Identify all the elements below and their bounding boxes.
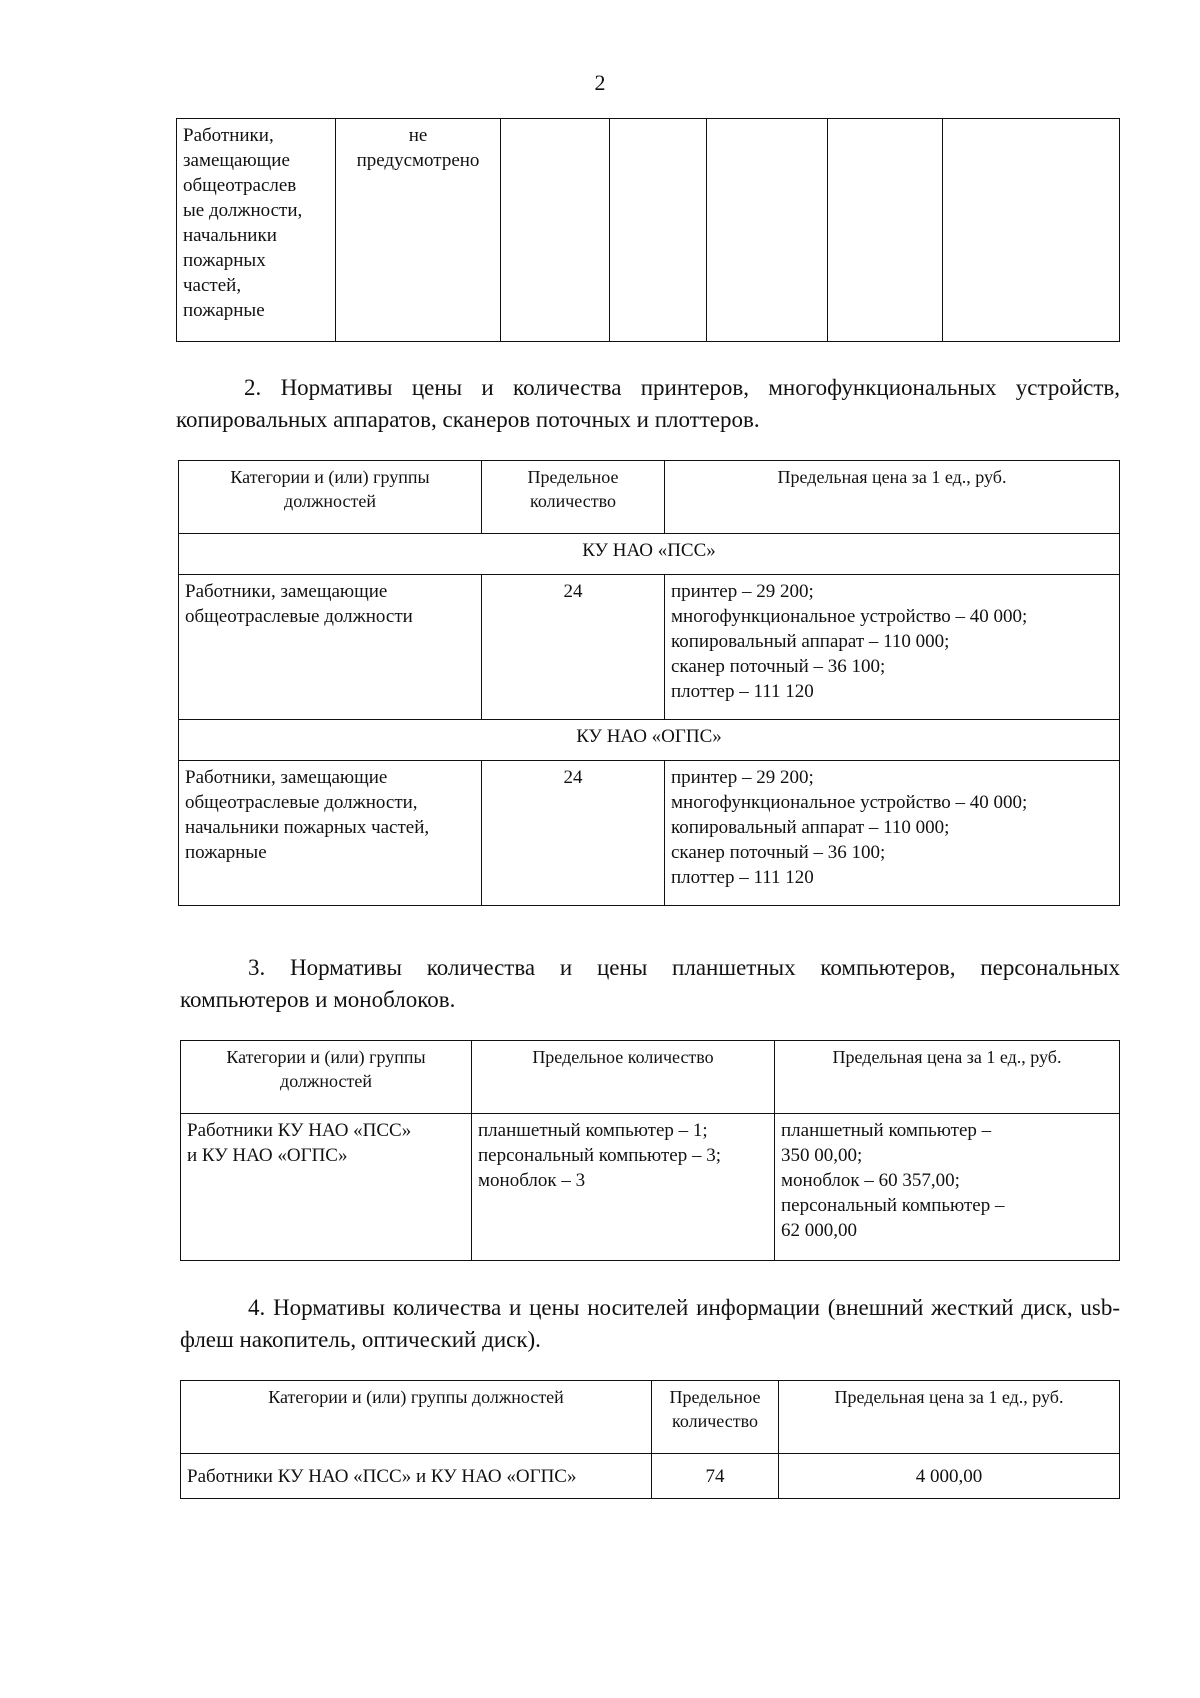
empty-cell (828, 119, 943, 342)
quantity-cell: 24 (482, 761, 665, 906)
header-row (181, 1381, 1120, 1454)
printers-table (178, 460, 1120, 906)
empty-cell (943, 119, 1120, 342)
section-3-title (180, 952, 1120, 1016)
price-cell: 4 000,00 (779, 1454, 1120, 1499)
org-name: КУ НАО «ОГПС» (179, 720, 1120, 761)
computers-table (180, 1040, 1120, 1261)
header-quantity: Предельное количество (652, 1381, 779, 1454)
continuation-table (176, 118, 1120, 342)
header-category: Категории и (или) группы должностей (181, 1041, 472, 1114)
section-2-title (176, 372, 1120, 436)
section-4-title (180, 1292, 1120, 1356)
price-cell: принтер – 29 200; многофункциональное устройство – 40 000; копировальный аппарат – 110 000; сканер поточный – 36 100; плоттер – 111 120 (665, 761, 1120, 906)
category-cell: Работники КУ НАО «ПСС» и КУ НАО «ОГПС» (181, 1114, 472, 1261)
group-row (179, 534, 1120, 575)
quantity-cell: 74 (652, 1454, 779, 1499)
table-row (181, 1114, 1120, 1261)
section-3-title-text: 3. Нормативы количества и цены планшетных компьютеров, персональных компьютеров и моноблоков. (180, 955, 1120, 1012)
category-cell: Работники, замещающие общеотраслев ые должности, начальники пожарных частей, пожарные (177, 119, 336, 342)
section-2-title-text: 2. Нормативы цены и количества принтеров, многофункциональных устройств, копировальных аппаратов, сканеров поточных и плоттеров. (176, 375, 1120, 432)
header-category: Категории и (или) группы должностей (181, 1381, 652, 1454)
quantity-cell: 24 (482, 575, 665, 720)
group-row (179, 720, 1120, 761)
table-row (181, 1454, 1120, 1499)
header-price: Предельная цена за 1 ед., руб. (779, 1381, 1120, 1454)
header-row (179, 461, 1120, 534)
category-cell: Работники КУ НАО «ПСС» и КУ НАО «ОГПС» (181, 1454, 652, 1499)
table-row (177, 119, 1120, 342)
header-row (181, 1041, 1120, 1114)
category-cell: Работники, замещающие общеотраслевые должности, начальники пожарных частей, пожарные (179, 761, 482, 906)
table-row (179, 575, 1120, 720)
header-quantity: Предельное количество (472, 1041, 775, 1114)
price-cell: планшетный компьютер – 350 00,00; моноблок – 60 357,00; персональный компьютер – 62 000,00 (775, 1114, 1120, 1261)
price-cell: принтер – 29 200; многофункциональное устройство – 40 000; копировальный аппарат – 110 000; сканер поточный – 36 100; плоттер – 111 120 (665, 575, 1120, 720)
empty-cell (501, 119, 610, 342)
header-category: Категории и (или) группы должностей (179, 461, 482, 534)
page-number: 2 (594, 70, 606, 95)
storage-media-table (180, 1380, 1120, 1499)
org-name: КУ НАО «ПСС» (179, 534, 1120, 575)
value-cell: не предусмотрено (336, 119, 501, 342)
empty-cell (610, 119, 707, 342)
table-row (179, 761, 1120, 906)
header-quantity: Предельное количество (482, 461, 665, 534)
section-4-title-text: 4. Нормативы количества и цены носителей информации (внешний жесткий диск, usb-флеш накопитель, оптический диск). (180, 1295, 1120, 1352)
quantity-cell: планшетный компьютер – 1; персональный компьютер – 3; моноблок – 3 (472, 1114, 775, 1261)
empty-cell (707, 119, 828, 342)
header-price: Предельная цена за 1 ед., руб. (775, 1041, 1120, 1114)
header-price: Предельная цена за 1 ед., руб. (665, 461, 1120, 534)
category-cell: Работники, замещающие общеотраслевые должности (179, 575, 482, 720)
